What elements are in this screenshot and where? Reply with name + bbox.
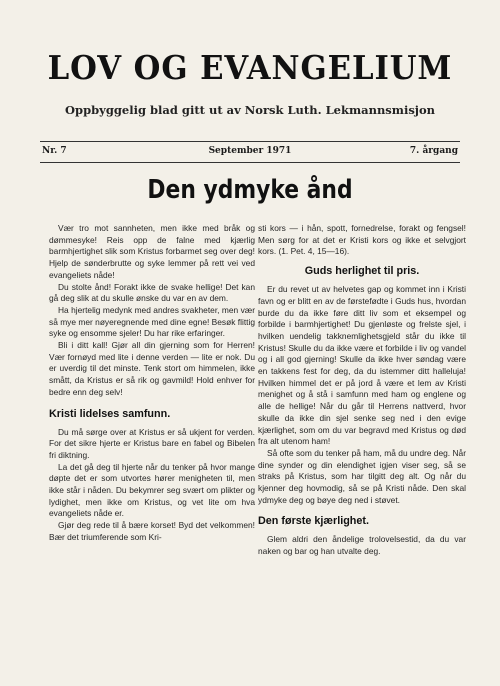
left-column <box>49 223 255 544</box>
paragraph: Bli i ditt kall! Gjør all din gjerning som for Herren! Vær fornøyd med lite i denne verden — lite er nok. Du er uverdig til det minste. Tenk stort om himmelen, ikke smått, da Kristus er så rik og gavmild! Hold enhver for bedre enn deg selv! <box>49 340 255 397</box>
volume-number: 7. årgang <box>409 146 458 156</box>
issue-date: September 1971 <box>208 146 292 156</box>
paragraph: Så ofte som du tenker på ham, må du undre deg. Når dine synder og din elendighet igjen viser seg, så se straks på Kristus, som har tilgitt deg alt. Og når du kjenner deg hovmodig, så se på Kristi nåde. Den skal ydmyke deg og bøye deg ned i støvet. <box>258 447 466 505</box>
section-heading: Den første kjærlighet. <box>258 515 369 528</box>
article-headline: Den ydmyke ånd <box>147 175 353 205</box>
paragraph: Du stolte ånd! Forakt ikke de svake hellige! Det kan gå deg slik at du skulle ønske du var en av dem. <box>49 281 255 304</box>
masthead-title: LOV OG EVANGELIUM <box>47 48 453 87</box>
issue-number: Nr. 7 <box>42 146 67 156</box>
paragraph: Gjør deg rede til å bære korset! Byd det velkommen! Bær det triumferende som Kri- <box>49 520 255 542</box>
paragraph: La det gå deg til hjerte når du tenker på hvor mange døpte det er som utvortes hører menigheten til, men ikke står i nåden. Du bekymrer seg svært om plikter og lydighet, men ikke om Kristus, og vet lite om hva evangeliets nåde er. <box>49 461 255 519</box>
paragraph: Glem aldri den åndelige trolovelsestid, da du var naken og bar og han utvalte deg. <box>258 534 466 557</box>
paragraph: sti kors — i hån, spott, fornedrelse, forakt og fengsel! Men sørg for at det er Kristi kors og ikke et selvgjort kors. (1. Pet. 4, 15—16). <box>258 223 466 257</box>
section-heading: Kristi lidelses samfunn. <box>49 407 171 420</box>
masthead-subtitle: Oppbyggelig blad gitt ut av Norsk Luth. Lekmannsmisjon <box>65 103 435 117</box>
section-heading: Guds herlighet til pris. <box>304 265 420 278</box>
paragraph: Ha hjertelig medynk med andres svakheter, men vær så mye mer nøyeregnende med dine egne! Besøk flittig syke og ensomme sjeler! Du har rike erfaringer. <box>49 304 255 339</box>
paragraph: Du må sørge over at Kristus er så ukjent for verden. For det sikre hjerte er Kristus bare en fabel og Bibelen fri diktning. <box>49 426 255 460</box>
issue-info-bar <box>40 141 460 163</box>
paragraph: Er du revet ut av helvetes gap og kommet inn i Kristi favn og er blitt en av de førstefødte i Guds hus, hvordan burde du da ikke føre ditt liv som et eksempel og forbilde i barmhjertighet! Du gjenløste og frelste sjel, i hvilken uendelig takknemlighetsgjeld står du ikke til Kristus! Skulle du da ikke være et forbilde i liv og vandel og i all god gjerning! Skulle da ikke hver søndag være en takkens fest for deg, da du istemmer ditt halleluja! Hvilken himmel det er på jord å være et lem av Kristi menighet og å stå i samfunn med ham og englene og alle de hellige! Når du går til Herrens nattverd, hvor skulle da ikke din sjel senke seg ned i den evige kjærlighet, som om du var begravd med Kristus og død fra alt utenom ham! <box>258 284 466 447</box>
paragraph: Vær tro mot sannheten, men ikke med bråk og dømmesyke! Reis opp de falne med kjærlig barmhjertighet slik som Kristus forbarmet seg over deg! Hjelp de sønderbrutte og syke lemmer på rett vei ved evangeliets nåde! <box>49 223 255 280</box>
right-column <box>258 223 466 558</box>
